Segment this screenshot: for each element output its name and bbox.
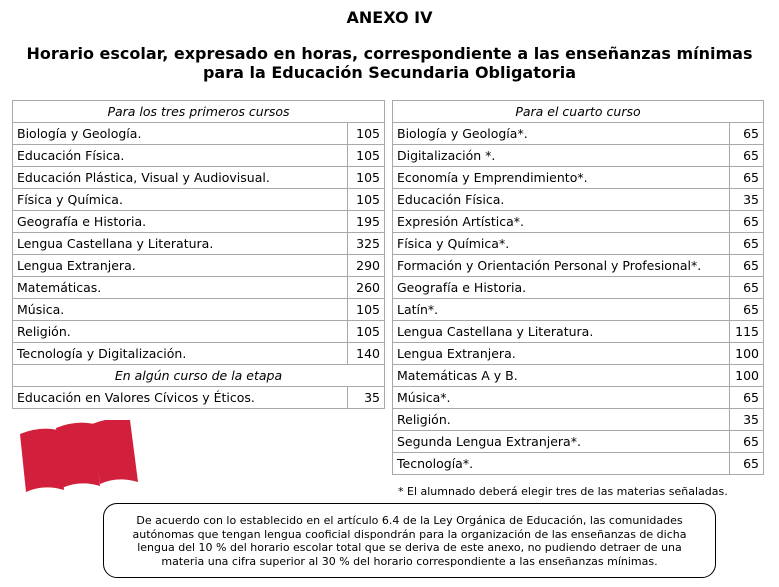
- table-row: [13, 167, 385, 189]
- table-row: [393, 299, 764, 321]
- hours-cell: 65: [730, 277, 764, 299]
- hours-cell: 35: [348, 387, 385, 409]
- hours-cell: 105: [348, 167, 385, 189]
- subject-cell: Educación en Valores Cívicos y Éticos.: [13, 387, 348, 409]
- subject-cell: Matemáticas.: [13, 277, 348, 299]
- table-row: [393, 277, 764, 299]
- hours-cell: 195: [348, 211, 385, 233]
- hours-cell: 105: [348, 145, 385, 167]
- footnote: * El alumnado deberá elegir tres de las materias señaladas.: [398, 485, 728, 498]
- subject-cell: Expresión Artística*.: [393, 211, 730, 233]
- government-logo: [18, 420, 168, 498]
- subject-cell: Música.: [13, 299, 348, 321]
- table-row: [393, 233, 764, 255]
- subject-cell: Latín*.: [393, 299, 730, 321]
- hours-cell: 260: [348, 277, 385, 299]
- right-table-header: Para el cuarto curso: [393, 101, 764, 123]
- table-row: [13, 189, 385, 211]
- subject-cell: Religión.: [13, 321, 348, 343]
- hours-cell: 115: [730, 321, 764, 343]
- hours-cell: 65: [730, 233, 764, 255]
- subject-cell: Geografía e Historia.: [393, 277, 730, 299]
- right-table-header-row: [393, 101, 764, 123]
- table-row: [13, 299, 385, 321]
- table-row: [13, 255, 385, 277]
- subject-cell: Física y Química*.: [393, 233, 730, 255]
- subject-cell: Educación Física.: [13, 145, 348, 167]
- table-row: [393, 453, 764, 475]
- subject-cell: Formación y Orientación Personal y Profesional*.: [393, 255, 730, 277]
- left-schedule-table: [12, 100, 385, 409]
- table-row: [13, 321, 385, 343]
- table-row: [13, 387, 385, 409]
- hours-cell: 100: [730, 343, 764, 365]
- subject-cell: Tecnología y Digitalización.: [13, 343, 348, 365]
- subject-cell: Matemáticas A y B.: [393, 365, 730, 387]
- hours-cell: 100: [730, 365, 764, 387]
- hours-cell: 325: [348, 233, 385, 255]
- table-row: [393, 145, 764, 167]
- logo-flag-3: [92, 420, 138, 484]
- table-row: [393, 343, 764, 365]
- subject-cell: Lengua Castellana y Literatura.: [13, 233, 348, 255]
- page-title: Horario escolar, expresado en horas, correspondiente a las enseñanzas mínimas para la Educación Secundaria Obligatoria: [26, 44, 753, 82]
- table-row: [393, 409, 764, 431]
- table-row: [393, 321, 764, 343]
- hours-cell: 105: [348, 321, 385, 343]
- subject-cell: Educación Plástica, Visual y Audiovisual.: [13, 167, 348, 189]
- table-row: [13, 211, 385, 233]
- hours-cell: 35: [730, 189, 764, 211]
- subject-cell: Física y Química.: [13, 189, 348, 211]
- hours-cell: 65: [730, 431, 764, 453]
- table-row: [393, 387, 764, 409]
- subject-cell: Economía y Emprendimiento*.: [393, 167, 730, 189]
- subject-cell: Biología y Geología*.: [393, 123, 730, 145]
- subject-cell: Tecnología*.: [393, 453, 730, 475]
- hours-cell: 65: [730, 123, 764, 145]
- legal-note: De acuerdo con lo establecido en el artículo 6.4 de la Ley Orgánica de Educación, las comunidades autónomas que tengan lengua cooficial dispondrán para la organización de las enseñanzas de dicha lengua del 10 % del horario escolar total que se deriva de este anexo, no pudiendo detraer de una materia una cifra superior al 30 % del horario correspondiente a las enseñanzas mínimas.: [103, 503, 716, 578]
- subject-cell: Digitalización *.: [393, 145, 730, 167]
- subject-cell: Lengua Extranjera.: [13, 255, 348, 277]
- hours-cell: 65: [730, 387, 764, 409]
- subject-cell: Música*.: [393, 387, 730, 409]
- hours-cell: 290: [348, 255, 385, 277]
- hours-cell: 140: [348, 343, 385, 365]
- left-table-header-row: [13, 101, 385, 123]
- subject-cell: Religión.: [393, 409, 730, 431]
- hours-cell: 35: [730, 409, 764, 431]
- subject-cell: Lengua Castellana y Literatura.: [393, 321, 730, 343]
- subject-cell: Educación Física.: [393, 189, 730, 211]
- hours-cell: 65: [730, 453, 764, 475]
- subject-cell: Geografía e Historia.: [13, 211, 348, 233]
- table-row: [13, 343, 385, 365]
- hours-cell: 65: [730, 211, 764, 233]
- subject-cell: Biología y Geología.: [13, 123, 348, 145]
- right-schedule-table: [392, 100, 764, 475]
- hours-cell: 105: [348, 299, 385, 321]
- table-row: [13, 145, 385, 167]
- table-row: [393, 211, 764, 233]
- hours-cell: 65: [730, 255, 764, 277]
- annex-heading: ANEXO IV: [346, 8, 433, 27]
- subject-cell: Lengua Extranjera.: [393, 343, 730, 365]
- left-table-subheader-row: [13, 365, 385, 387]
- table-row: [393, 167, 764, 189]
- subject-cell: Segunda Lengua Extranjera*.: [393, 431, 730, 453]
- table-row: [393, 123, 764, 145]
- hours-cell: 65: [730, 167, 764, 189]
- left-table-subheader: En algún curso de la etapa: [13, 365, 385, 387]
- hours-cell: 105: [348, 189, 385, 211]
- table-row: [393, 255, 764, 277]
- hours-cell: 65: [730, 299, 764, 321]
- table-row: [393, 365, 764, 387]
- hours-cell: 105: [348, 123, 385, 145]
- hours-cell: 65: [730, 145, 764, 167]
- table-row: [13, 277, 385, 299]
- table-row: [13, 233, 385, 255]
- table-row: [13, 123, 385, 145]
- table-row: [393, 189, 764, 211]
- table-row: [393, 431, 764, 453]
- left-table-header: Para los tres primeros cursos: [13, 101, 385, 123]
